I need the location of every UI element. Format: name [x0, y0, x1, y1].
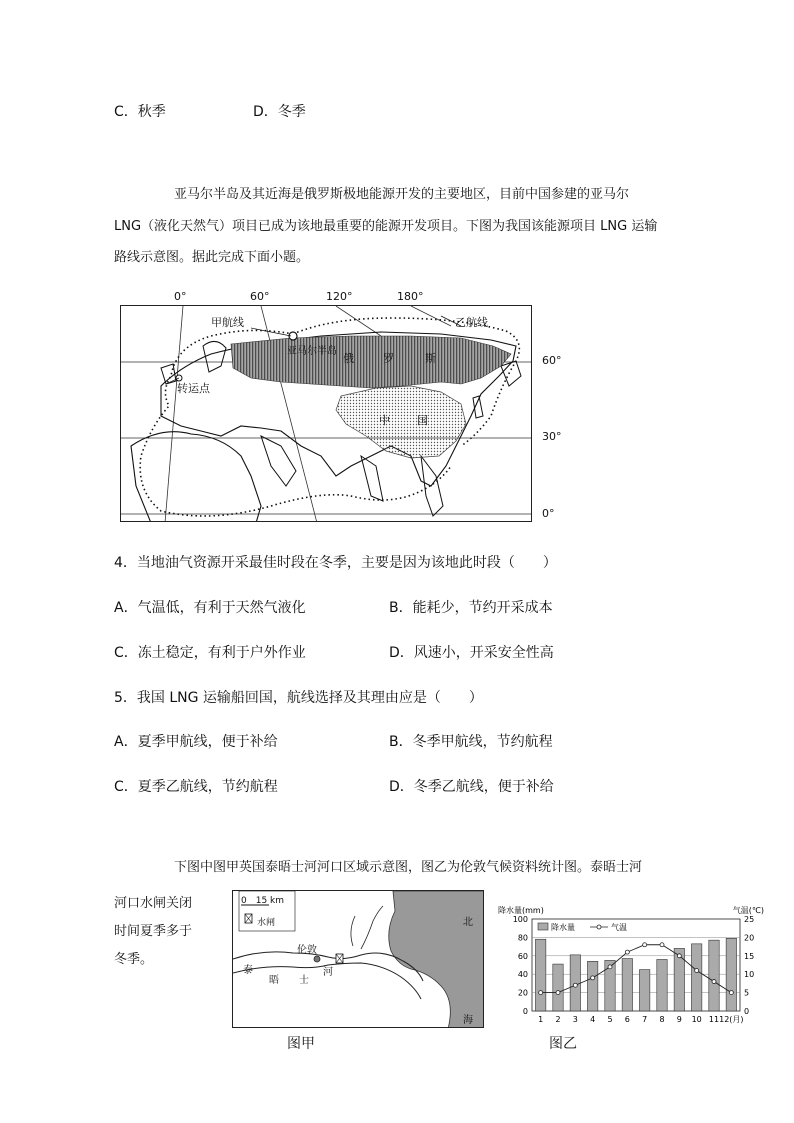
intro2-side-2: 时间夏季多于	[114, 924, 193, 939]
intro2-side-1: 河口水闸关闭	[114, 896, 193, 911]
q5-option-b: B．冬季甲航线，节约航程	[389, 734, 553, 750]
temperature-point	[660, 943, 664, 947]
legend-line-label: 气温	[611, 923, 627, 932]
lat-30-label: 30°	[542, 430, 562, 443]
intro1-line1: 亚马尔半岛及其近海是俄罗斯极地能源开发的主要地区，目前中国参建的亚马尔	[174, 187, 630, 202]
africa-outline	[131, 432, 261, 522]
russia-label-1: 俄	[343, 352, 354, 365]
russia-area	[231, 336, 511, 388]
y-tick-label: 0	[522, 1007, 528, 1016]
x-tick-label: 8	[659, 1015, 665, 1024]
london-label: 伦敦	[297, 945, 317, 956]
intro1-line3: 路线示意图。据此完成下面小题。	[114, 250, 310, 265]
sluice-legend-label: 水闸	[257, 918, 276, 928]
scale-label: 0 15 km	[241, 896, 285, 906]
x-tick-label: 10	[691, 1015, 702, 1024]
lon-0-label: 0°	[174, 290, 187, 303]
q4-stem: 4．当地油气资源开采最佳时段在冬季，主要是因为该地此时段（ ）	[114, 555, 557, 571]
route-b-label: 乙航线	[455, 316, 488, 329]
precip-bar	[709, 940, 719, 1011]
option-d-prev: D．冬季	[253, 104, 306, 120]
river-label-4: 河	[323, 967, 333, 978]
lon-120-label: 120°	[326, 290, 353, 303]
option-c-prev: C．秋季	[114, 104, 166, 120]
q5-option-d: D．冬季乙航线，便于补给	[389, 779, 554, 795]
temperature-point	[608, 965, 612, 969]
intro2-line1: 下图中图甲英国泰晤士河河口区域示意图，图乙为伦敦气候资料统计图。泰晤士河	[174, 860, 643, 875]
china-area	[336, 386, 466, 458]
x-tick-label: 3	[572, 1015, 578, 1024]
precip-bar	[622, 959, 632, 1011]
lon-60-label: 60°	[250, 290, 270, 303]
y2-tick-label: 25	[744, 915, 755, 924]
map-drawing	[121, 306, 532, 522]
precip-bar	[726, 938, 736, 1011]
q4-option-b: B．能耗少，节约开采成本	[389, 600, 553, 616]
russia-label-2: 罗	[383, 352, 394, 365]
map2-caption: 图甲	[287, 1036, 315, 1052]
sea-label-1: 北	[463, 917, 473, 928]
q4-option-d: D．风速小，开采安全性高	[389, 645, 554, 661]
temperature-point	[625, 950, 629, 954]
temperature-point	[677, 954, 681, 958]
lng-route-map	[120, 305, 532, 522]
q4-option-c: C．冻土稳定，有利于户外作业	[114, 645, 306, 661]
temperature-point	[643, 943, 647, 947]
y2-tick-label: 0	[744, 1007, 750, 1016]
x-tick-label: 12(月)	[719, 1015, 744, 1024]
precip-bar	[657, 959, 667, 1011]
route-a-label: 甲航线	[211, 316, 244, 329]
yamal-label: 亚马尔半岛	[287, 346, 337, 357]
x-tick-label: 9	[676, 1015, 682, 1024]
lat-0-label: 0°	[542, 507, 555, 520]
transfer-label: 转运点	[177, 382, 210, 395]
temperature-point	[591, 976, 595, 980]
q5-stem: 5．我国 LNG 运输船回国，航线选择及其理由应是（ ）	[114, 690, 483, 706]
temperature-point	[573, 983, 577, 987]
temperature-point	[539, 991, 543, 995]
precip-bar	[535, 939, 545, 1011]
y2-tick-label: 20	[744, 933, 755, 943]
y2-tick-label: 15	[744, 951, 755, 961]
intro1-line2: LNG（液化天然气）项目已成为该地最重要的能源开发项目。下图为我国该能源项目 LNG 运输	[114, 219, 658, 234]
y2-axis-label: 气温(℃)	[732, 906, 764, 915]
precip-bar	[587, 961, 597, 1011]
lat-60-label: 60°	[542, 354, 562, 367]
russia-label-3: 斯	[425, 352, 436, 365]
temperature-point	[712, 980, 716, 984]
temperature-point	[729, 991, 733, 995]
y-tick-label: 40	[517, 970, 528, 980]
river-label-1: 泰	[243, 965, 253, 976]
temperature-point	[695, 969, 699, 973]
china-label-1: 中	[379, 414, 390, 427]
y-tick-label: 100	[512, 915, 528, 924]
y-axis-label: 降水量(mm)	[498, 906, 544, 915]
x-tick-label: 7	[642, 1015, 648, 1024]
river-label-3: 士	[299, 975, 309, 986]
north-sea	[389, 891, 484, 1028]
y-tick-label: 80	[517, 933, 528, 943]
q4-option-a: A．气温低，有利于天然气液化	[114, 600, 306, 616]
chart-caption: 图乙	[549, 1036, 577, 1052]
legend-line-marker	[597, 925, 601, 929]
precip-bar	[553, 964, 563, 1011]
river-label-2: 晤	[269, 975, 279, 986]
x-tick-label: 1	[538, 1015, 544, 1024]
temperature-line	[541, 945, 732, 993]
y-tick-label: 20	[517, 988, 528, 998]
y2-tick-label: 5	[744, 988, 750, 998]
x-tick-label: 5	[607, 1015, 613, 1024]
thames-drawing	[233, 891, 484, 1028]
climate-chart-svg	[496, 903, 766, 1033]
q5-option-c: C．夏季乙航线，节约航程	[114, 779, 278, 795]
x-tick-label: 4	[590, 1015, 596, 1024]
y2-tick-label: 10	[744, 970, 755, 980]
thames-map	[232, 890, 484, 1028]
precip-bar	[691, 944, 701, 1011]
climate-chart	[496, 903, 766, 1033]
x-tick-label: 2	[555, 1015, 561, 1024]
sea-label-2: 海	[463, 1015, 473, 1026]
legend-bar-swatch	[538, 923, 548, 930]
q5-option-a: A．夏季甲航线，便于补给	[114, 734, 278, 750]
lon-180-label: 180°	[397, 290, 424, 303]
temperature-point	[556, 991, 560, 995]
y-tick-label: 60	[517, 951, 528, 961]
x-tick-label: 6	[624, 1015, 630, 1024]
legend-bar-label: 降水量	[551, 923, 575, 932]
precip-bar	[639, 970, 649, 1011]
x-tick-label: 11	[708, 1015, 720, 1024]
intro2-side-3: 冬季。	[114, 952, 154, 967]
china-label-2: 国	[417, 414, 428, 427]
london-marker	[314, 956, 320, 962]
